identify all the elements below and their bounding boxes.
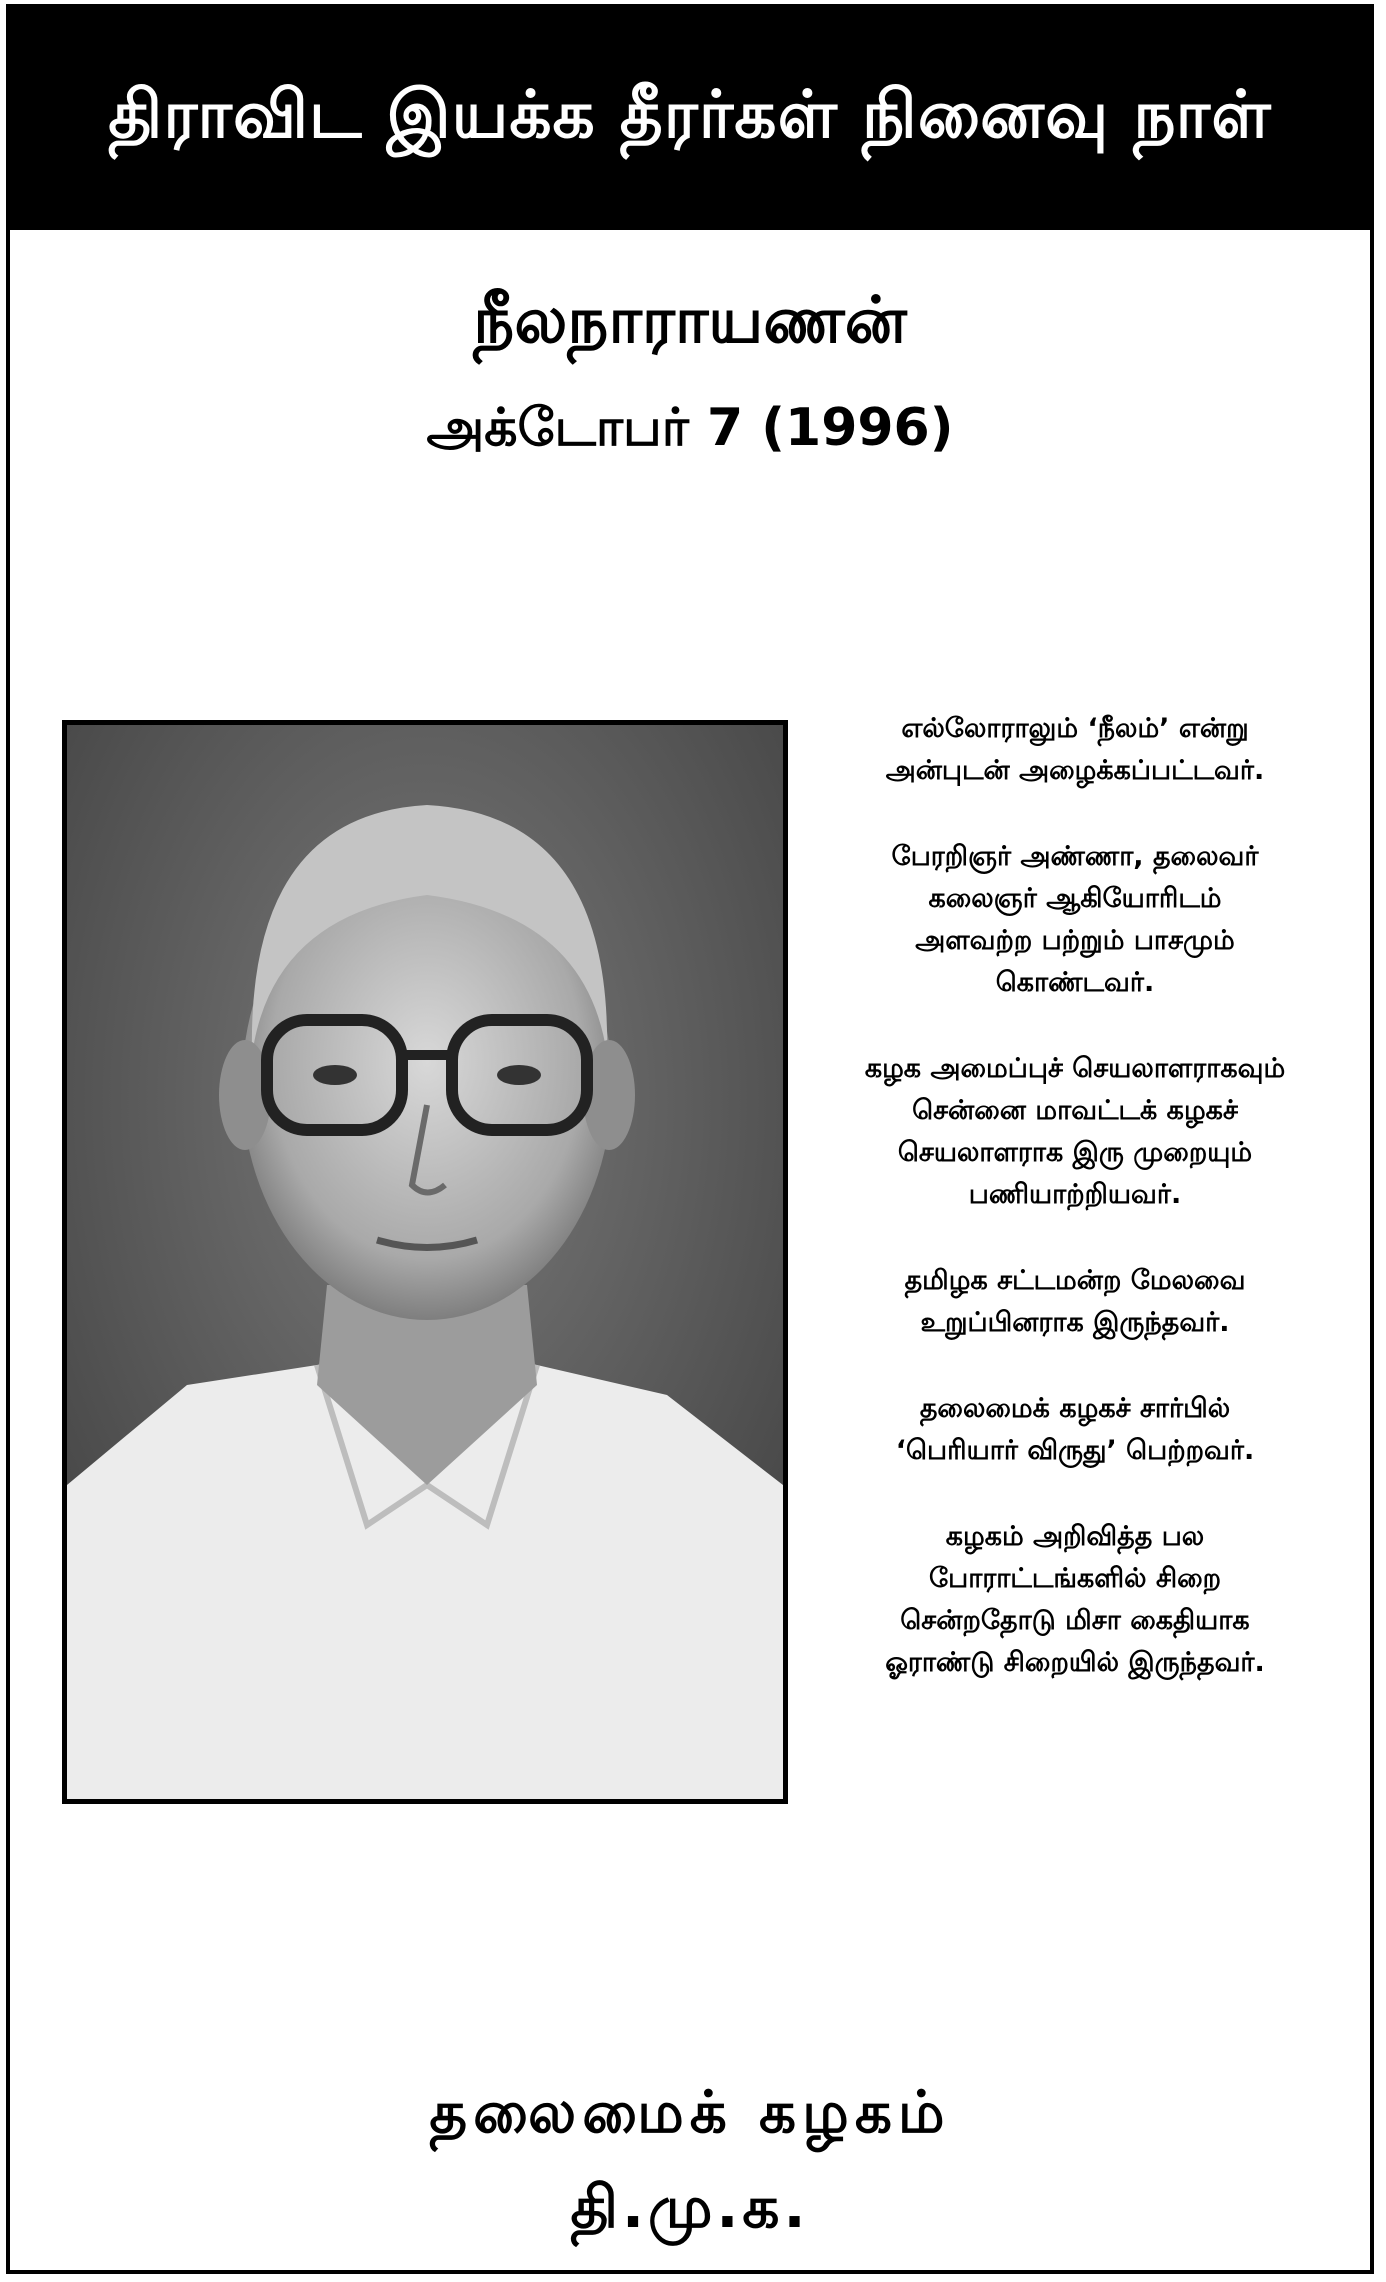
biography: [790, 708, 1360, 1728]
person-name: நீலநாராயணன்: [473, 283, 907, 358]
portrait-photo: [62, 720, 788, 1804]
bio-paragraph: தலைமைக் கழகச் சார்பில் ‘பெரியார் விருது’ பெற்றவர்.: [895, 1393, 1255, 1466]
header-banner: [10, 8, 1370, 230]
bio-paragraph: எல்லோராலும் ‘நீலம்’ என்று அன்புடன் அழைக்கப்பட்டவர்.: [885, 713, 1265, 786]
bio-paragraph: கழகம் அறிவித்த பல போராட்டங்களில் சிறை சென்றதோடு மிசா கைதியாக ஓராண்டு சிறையில் இருந்தவர்.: [885, 1521, 1265, 1678]
bio-paragraph: தமிழக சட்டமன்ற மேலவை உறுப்பினராக இருந்தவர்.: [904, 1265, 1246, 1338]
footer-party: தி.மு.க.: [570, 2173, 810, 2241]
portrait-illustration: [67, 725, 783, 1799]
banner-title: திராவிட இயக்க தீரர்கள் நினைவு நாள்: [108, 76, 1272, 153]
bio-paragraph: கழக அமைப்புச் செயலாளராகவும் சென்னை மாவட்டக் கழகச் செயலாளராக இரு முறையும் பணியாற்றியவர்.: [864, 1053, 1286, 1210]
bio-paragraph: பேரறிஞர் அண்ணா, தலைவர் கலைஞர் ஆகியோரிடம் அளவற்ற பற்றும் பாசமும் கொண்டவர்.: [891, 841, 1259, 998]
memorial-card: [6, 4, 1374, 2274]
memorial-date: அக்டோபர் 7 (1996): [426, 398, 954, 458]
footer-organization: தலைமைக் கழகம்: [429, 2078, 951, 2146]
